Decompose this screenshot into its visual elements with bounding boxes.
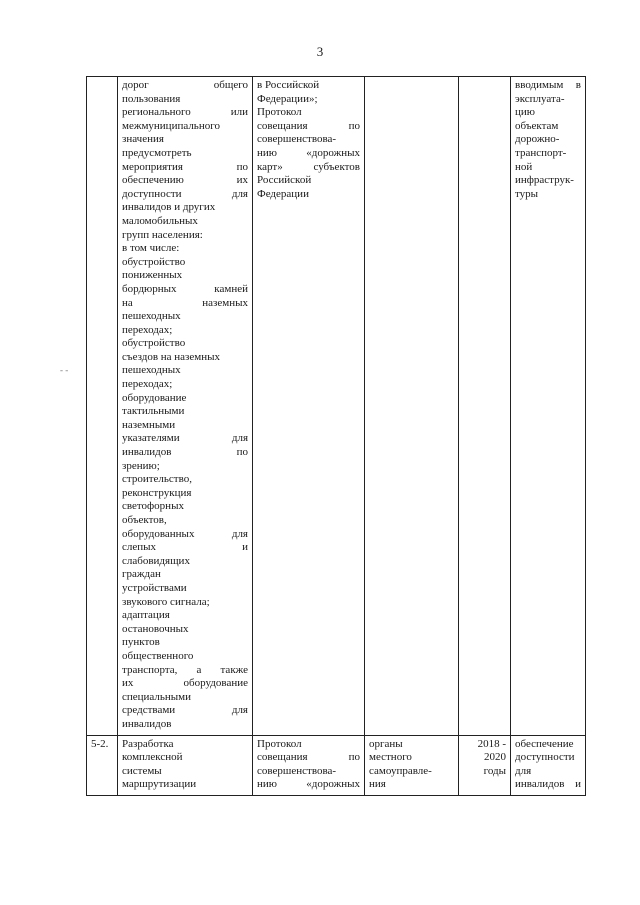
measure-line: специальными [122,690,192,703]
table-row [87,77,586,736]
executor-line: органы [369,737,403,750]
basis-line: Российской [257,174,312,187]
table-row [87,735,586,795]
measure-line: светофорных [122,500,184,513]
measure-line: комплексной [122,751,183,764]
term-line: 2018 - [477,737,506,750]
number-cell [87,77,118,736]
measure-line: адаптация [122,609,170,622]
measure-line: пешеходных [122,364,181,377]
result-line: инвалидов и [515,778,581,791]
measure-line: межмуниципального [122,119,220,132]
measure-line: групп населения: [122,228,203,241]
measure-line: пешеходных [122,310,181,323]
executor-line: местного [369,751,412,764]
result-line: для [515,764,532,777]
measure-line: дорог общего [122,79,248,91]
measure-line: пунктов [122,636,160,649]
result-line: обеспечение [515,737,574,750]
measure-line: Разработка [122,737,174,750]
basis-line: совершенствова- [257,764,337,777]
basis-line: Протокол [257,106,302,119]
measure-line: на наземных [122,296,248,309]
result-line: дорожно- [515,133,560,146]
measure-line: реконструкция [122,486,192,499]
measure-line: оборудование [122,391,187,404]
measure-line: оборудованных для [122,527,248,540]
basis-line: Федерации [257,187,309,200]
measure-line: строительство, [122,473,192,486]
measure-line: граждан [122,568,161,581]
measure-line: указателями для [122,432,248,445]
result-line: цию [515,106,535,119]
result-line: объектам [515,119,559,132]
measure-line: значения [122,133,164,146]
basis-cell [253,77,365,736]
measure-cell [118,77,253,736]
measure-line: доступности для [122,187,248,200]
measure-line: обустройство [122,337,186,350]
measure-line: предусмотреть [122,146,192,159]
result-line: эксплуата- [515,92,565,105]
measure-line: переходах; [122,378,173,391]
basis-line: в Российской [257,79,320,91]
measure-line: маршрутизации [122,778,197,791]
executor-line: самоуправле- [369,764,432,777]
measure-line: инвалидов и других [122,201,216,214]
measure-line: остановочных [122,622,189,635]
measure-line: объектов, [122,514,167,526]
basis-line: нию «дорожных [257,778,360,791]
measure-line: пользования [122,92,181,105]
measure-line: регионального или [122,106,248,119]
result-line: вводимым в [515,79,581,91]
measure-line: их оборудование [122,677,248,690]
result-line: ной [515,160,533,173]
basis-line: Федерации»; [257,92,318,105]
page-number: 3 [316,44,324,59]
margin-mark: - - [60,365,69,375]
result-line: доступности [515,751,575,764]
executor-cell [365,77,459,736]
measure-cell [118,735,253,795]
measure-line: тактильными [122,405,185,418]
measure-line: системы [122,764,162,777]
measure-line: звукового сигнала; [122,595,210,608]
measure-line: слабовидящих [122,554,190,567]
measure-line: обеспечению их [122,174,248,187]
result-line: инфраструк- [515,174,574,187]
result-line: транспорт- [515,146,567,159]
measure-line: инвалидов [122,717,172,730]
measure-line: в том числе: [122,242,180,255]
executor-line: ния [369,778,386,791]
term-line: годы [483,764,506,777]
result-cell [511,735,586,795]
result-cell [511,77,586,736]
measure-line: зрению; [122,459,160,472]
measure-line: средствами для [122,704,248,717]
measure-line: съездов на наземных [122,350,221,363]
measure-line: маломобильных [122,214,198,227]
measure-line: инвалидов по [122,446,248,459]
result-line: туры [515,187,539,200]
basis-line: Протокол [257,737,302,750]
measure-line: общественного [122,649,194,662]
measure-line: пониженных [122,269,183,282]
basis-line: совещания по [257,119,360,132]
measure-line: бордюрных камней [122,282,248,295]
measure-line: наземными [122,418,176,431]
measures-table [86,76,586,796]
number-cell: 5-2. [87,735,118,795]
term-cell [459,77,511,736]
measure-line: транспорта, а также [122,663,248,676]
basis-line: совещания по [257,751,360,764]
measure-line: устройствами [122,581,187,594]
measure-line: слепых и [122,541,248,554]
measure-line: обустройство [122,255,186,268]
basis-line: совершенствова- [257,133,337,146]
measure-line: мероприятия по [122,160,248,173]
term-line: 2020 [484,751,506,764]
term-cell [459,735,511,795]
basis-cell [253,735,365,795]
executor-cell [365,735,459,795]
basis-line: нию «дорожных [257,146,360,159]
basis-line: карт» субъектов [257,160,360,173]
measure-line: переходах; [122,323,173,336]
